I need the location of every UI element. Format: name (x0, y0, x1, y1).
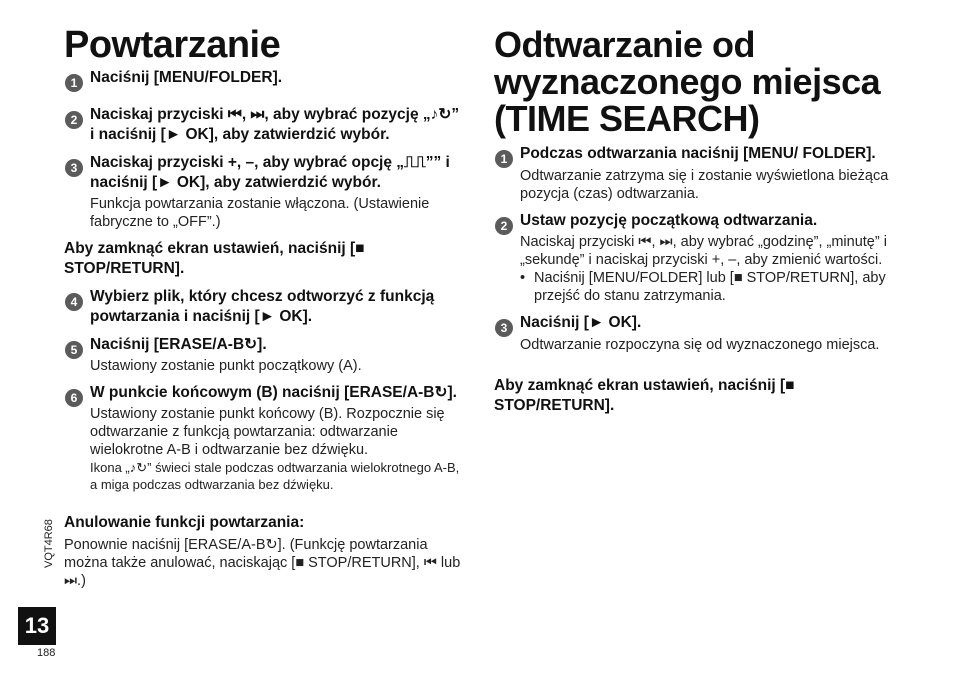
step-2 (494, 211, 904, 305)
step-1 (494, 144, 904, 203)
model-code: VQT4R68 (43, 519, 55, 568)
step-3 (64, 153, 464, 231)
step-instruction: Naciśnij [► OK]. (520, 314, 642, 331)
close-settings-instruction: Aby zamknąć ekran ustawień, naciśnij [■ STOP/RETURN]. (64, 240, 365, 277)
step-number: 1 (495, 150, 513, 168)
step-3 (494, 313, 904, 354)
step-4 (64, 287, 464, 327)
step-note: Ustawiony zostanie punkt początkowy (A). (90, 358, 362, 374)
section-title-time-search: Odtwarzanie od wyznaczonego miejsca (TIME SEARCH) (494, 24, 881, 139)
step-1 (64, 68, 464, 88)
right-column (494, 144, 904, 416)
cancel-repeat-text: Ponownie naciśnij [ERASE/A-B↻]. (Funkcję powtarzania można także anulować, naciskając [■ STOP/RETURN], ⏮ lub ⏭.) (64, 537, 461, 589)
step-small-note: Ikona „♪↻” świeci stale podczas odtwarzania wielokrotnego A-B, a miga podczas odtwarzania bez dźwięku. (90, 460, 460, 492)
close-settings-instruction: Aby zamknąć ekran ustawień, naciśnij [■ STOP/RETURN]. (494, 377, 795, 414)
step-number: 4 (65, 293, 83, 311)
step-instruction: Wybierz plik, który chcesz odtworzyć z funkcją powtarzania i naciśnij [► OK]. (90, 288, 435, 325)
step-note: Naciskaj przyciski ⏮, ⏭, aby wybrać „godzinę”, „minutę” i „sekundę” i naciskaj przyciski +, –, aby zmienić wartości. (520, 234, 887, 268)
step-note: Funkcja powtarzania zostanie włączona. (Ustawienie fabryczne to „OFF”.) (90, 196, 430, 230)
step-number: 2 (495, 217, 513, 235)
step-note: Odtwarzanie rozpoczyna się od wyznaczonego miejsca. (520, 337, 880, 353)
step-6 (64, 383, 464, 493)
step-5 (64, 335, 464, 375)
step-number: 1 (65, 74, 83, 92)
step-instruction: W punkcie końcowym (B) naciśnij [ERASE/A-B↻]. (90, 384, 457, 401)
step-note: Odtwarzanie zatrzyma się i zostanie wyświetlona bieżąca pozycja (czas) odtwarzania. (520, 168, 889, 202)
step-number: 2 (65, 111, 83, 129)
step-number: 3 (65, 159, 83, 177)
step-instruction: Naciśnij [MENU/FOLDER]. (90, 69, 283, 86)
step-note: Ustawiony zostanie punkt końcowy (B). Rozpocznie się odtwarzanie z funkcją powtarzania: odtwarzanie wielokrotne A-B i odtwarzanie bez dźwięku. (90, 406, 445, 458)
step-instruction: Podczas odtwarzania naciśnij [MENU/ FOLDER]. (520, 145, 876, 162)
step-2 (64, 105, 464, 145)
step-instruction: Naciskaj przyciski +, –, aby wybrać opcję „⎍⎍”” i naciśnij [► OK], aby zatwierdzić wybór. (90, 154, 450, 191)
step-number: 3 (495, 319, 513, 337)
step-number: 6 (65, 389, 83, 407)
step-instruction: Naciskaj przyciski ⏮, ⏭, aby wybrać pozycję „♪↻” i naciśnij [► OK], aby zatwierdzić wybór. (90, 106, 460, 143)
step-number: 5 (65, 341, 83, 359)
step-instruction: Naciśnij [ERASE/A-B↻]. (90, 336, 267, 353)
page-number-small: 188 (37, 647, 56, 659)
cancel-repeat-title: Anulowanie funkcji powtarzania: (64, 514, 305, 531)
step-bullet: • Naciśnij [MENU/FOLDER] lub [■ STOP/RETURN], aby przejść do stanu zatrzymania. (520, 269, 904, 305)
page-number-badge: 13 (18, 607, 56, 645)
section-title-repeat: Powtarzanie (64, 24, 281, 66)
step-instruction: Ustaw pozycję początkową odtwarzania. (520, 212, 818, 229)
left-column (64, 68, 464, 590)
